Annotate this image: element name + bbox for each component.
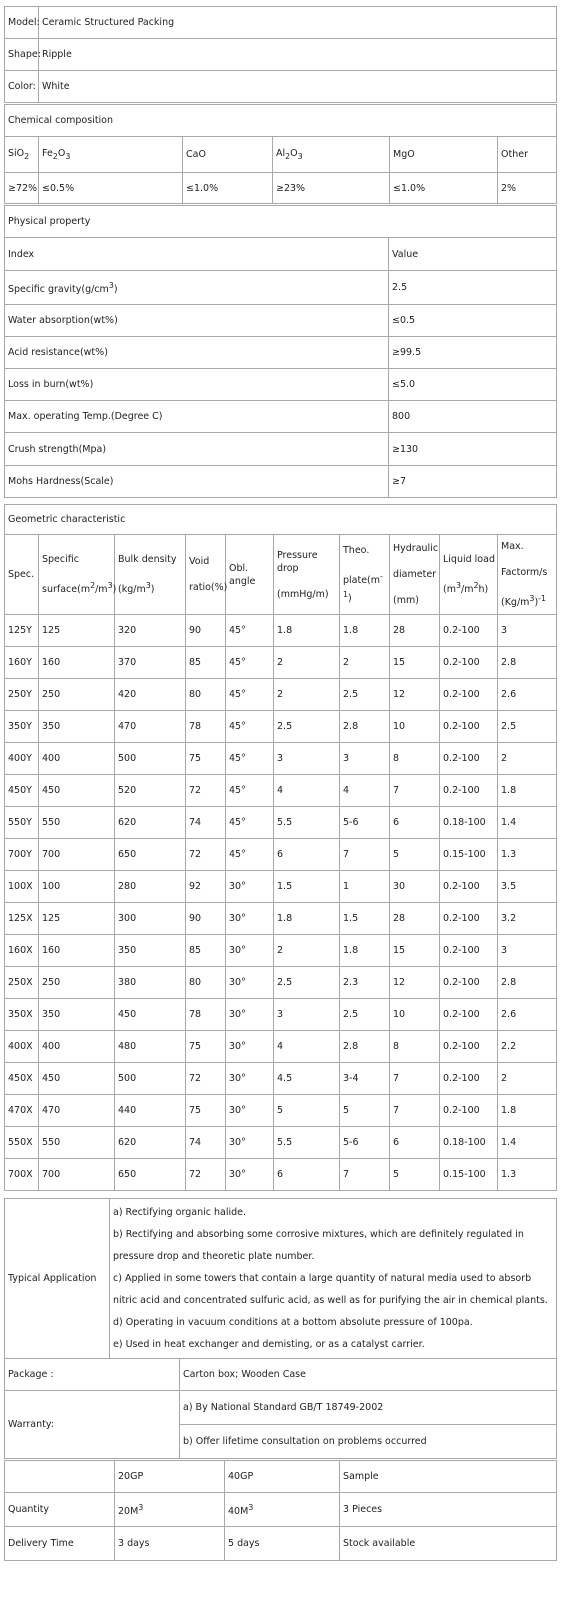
- table-cell: 30: [390, 871, 440, 903]
- table-cell: 8: [390, 1031, 440, 1063]
- table-cell: 350: [39, 711, 115, 743]
- table-cell: 72: [186, 839, 226, 871]
- table-cell: 0.2-100: [440, 999, 498, 1031]
- geometric-title: Geometric characteristic: [5, 505, 557, 535]
- table-cell: 3: [340, 743, 390, 775]
- table-cell: 5: [390, 839, 440, 871]
- table-cell: 100: [39, 871, 115, 903]
- geometric-table: [4, 504, 557, 1191]
- table-cell: 45°: [226, 775, 274, 807]
- table-row: [5, 337, 557, 369]
- table-row: [5, 1159, 557, 1191]
- table-cell: 250X: [5, 967, 39, 999]
- shipping-header: 40GP: [225, 1461, 340, 1493]
- table-cell: 450: [39, 775, 115, 807]
- table-row: [5, 871, 557, 903]
- table-row: [5, 305, 557, 337]
- table-cell: 4: [274, 775, 340, 807]
- table-cell: 370: [115, 647, 186, 679]
- column-header: Hydraulic diameter (mm): [390, 535, 440, 615]
- table-cell: 2: [498, 743, 557, 775]
- table-cell: 6: [274, 839, 340, 871]
- chemical-value: ≤1.0%: [390, 173, 498, 204]
- table-cell: 5.5: [274, 1127, 340, 1159]
- table-row: [5, 1127, 557, 1159]
- table-cell: 350: [115, 935, 186, 967]
- application-table: [4, 1198, 557, 1459]
- table-cell: 400Y: [5, 743, 39, 775]
- table-cell: 7: [390, 1063, 440, 1095]
- table-cell: 0.2-100: [440, 903, 498, 935]
- delivery-label: Delivery Time: [5, 1527, 115, 1561]
- color-label: Color:: [5, 71, 39, 103]
- list-item: d) Operating in vacuum conditions at a bottom absolute pressure of 100pa.: [113, 1316, 473, 1328]
- quantity-value: $20M^3$: [115, 1493, 225, 1527]
- chemical-header: MgO: [390, 137, 498, 173]
- table-cell: 75: [186, 1031, 226, 1063]
- table-cell: 78: [186, 999, 226, 1031]
- delivery-value: 5 days: [225, 1527, 340, 1561]
- shipping-table: [4, 1460, 557, 1561]
- column-header: Void ratio(%): [186, 535, 226, 615]
- table-cell: 30°: [226, 999, 274, 1031]
- column-header: Bulk density $(kg/m^3)$: [115, 535, 186, 615]
- table-cell: 1.4: [498, 807, 557, 839]
- table-cell: 30°: [226, 1159, 274, 1191]
- chemical-header: $Fe_2O_3$: [39, 137, 183, 173]
- application-list: [110, 1199, 557, 1359]
- column-header: Liquid load $(m^3/m^2h)$: [440, 535, 498, 615]
- quantity-value: $40M^3$: [225, 1493, 340, 1527]
- table-cell: 80: [186, 967, 226, 999]
- chemical-header: $Al_2O_3$: [273, 137, 390, 173]
- table-cell: 45°: [226, 711, 274, 743]
- table-cell: 700X: [5, 1159, 39, 1191]
- warranty-line: a) By National Standard GB/T 18749-2002: [180, 1391, 557, 1425]
- table-row: [5, 433, 557, 466]
- column-header: Theo. $plate(m^{-1})$: [340, 535, 390, 615]
- list-item: b) Rectifying and absorbing some corrosive mixtures, which are definitely regulated in pressure drop and theoretic plate number.: [113, 1228, 524, 1262]
- table-cell: 8: [390, 743, 440, 775]
- table-cell: 3.5: [498, 871, 557, 903]
- table-row: [5, 743, 557, 775]
- table-cell: 6: [390, 1127, 440, 1159]
- physical-table: [4, 205, 557, 498]
- property-value: ≥130: [389, 433, 557, 466]
- property-name: Mohs Hardness(Scale): [5, 466, 389, 498]
- table-cell: 160: [39, 647, 115, 679]
- table-cell: 1.3: [498, 1159, 557, 1191]
- property-value: ≤0.5: [389, 305, 557, 337]
- table-row: [5, 711, 557, 743]
- table-cell: 74: [186, 807, 226, 839]
- table-cell: 550Y: [5, 807, 39, 839]
- geometric-header-row: [5, 535, 557, 615]
- physical-title: Physical property: [5, 206, 557, 238]
- table-cell: 3: [274, 999, 340, 1031]
- index-header: Index: [5, 238, 389, 271]
- table-cell: 1.5: [274, 871, 340, 903]
- table-cell: 15: [390, 647, 440, 679]
- table-cell: 450Y: [5, 775, 39, 807]
- table-cell: 7: [390, 1095, 440, 1127]
- table-cell: 0.2-100: [440, 967, 498, 999]
- table-cell: 72: [186, 775, 226, 807]
- table-cell: 2.8: [498, 647, 557, 679]
- table-cell: 78: [186, 711, 226, 743]
- chemical-value-row: [5, 173, 557, 204]
- table-row: [5, 647, 557, 679]
- table-row: [5, 935, 557, 967]
- table-cell: 7: [340, 1159, 390, 1191]
- table-cell: 6: [274, 1159, 340, 1191]
- table-cell: 30°: [226, 1095, 274, 1127]
- column-header: Pressure drop (mmHg/m): [274, 535, 340, 615]
- table-cell: 300: [115, 903, 186, 935]
- warranty-line: b) Offer lifetime consultation on problems occurred: [180, 1425, 557, 1459]
- table-cell: 3: [498, 935, 557, 967]
- table-cell: 5-6: [340, 807, 390, 839]
- shape-value: Ripple: [39, 39, 557, 71]
- table-cell: 30°: [226, 871, 274, 903]
- property-name: Specific $gravity(g/cm^3)$: [5, 271, 389, 305]
- spec-table: [4, 6, 557, 103]
- table-cell: 72: [186, 1159, 226, 1191]
- shipping-header-blank: [5, 1461, 115, 1493]
- warranty-label: Warranty:: [5, 1391, 180, 1459]
- table-cell: 2: [274, 679, 340, 711]
- table-cell: 1.8: [340, 615, 390, 647]
- color-value: White: [39, 71, 557, 103]
- quantity-value: 3 Pieces: [340, 1493, 557, 1527]
- shipping-header: 20GP: [115, 1461, 225, 1493]
- column-header: Spec.: [5, 535, 39, 615]
- table-cell: 400: [39, 743, 115, 775]
- table-cell: 90: [186, 903, 226, 935]
- table-cell: 2.5: [340, 679, 390, 711]
- chemical-value: ≥23%: [273, 173, 390, 204]
- table-cell: 45°: [226, 679, 274, 711]
- table-cell: 6: [390, 807, 440, 839]
- table-cell: 75: [186, 743, 226, 775]
- table-cell: 2: [498, 1063, 557, 1095]
- property-name: Water absorption(wt%): [5, 305, 389, 337]
- table-cell: 30°: [226, 935, 274, 967]
- table-row: [5, 271, 557, 305]
- table-row: [5, 615, 557, 647]
- table-cell: 28: [390, 903, 440, 935]
- table-cell: 2.8: [498, 967, 557, 999]
- table-cell: 700: [39, 1159, 115, 1191]
- table-cell: 520: [115, 775, 186, 807]
- table-cell: 2.6: [498, 679, 557, 711]
- chemical-value: ≥72%: [5, 173, 39, 204]
- chemical-title: Chemical composition: [5, 105, 557, 137]
- table-cell: 1.8: [340, 935, 390, 967]
- table-cell: 3: [274, 743, 340, 775]
- table-cell: 500: [115, 743, 186, 775]
- chemical-header-row: [5, 137, 557, 173]
- table-cell: 650: [115, 1159, 186, 1191]
- table-cell: 5-6: [340, 1127, 390, 1159]
- table-cell: 320: [115, 615, 186, 647]
- table-cell: 12: [390, 967, 440, 999]
- table-cell: 7: [340, 839, 390, 871]
- table-cell: 400: [39, 1031, 115, 1063]
- column-header: Obl. angle: [226, 535, 274, 615]
- table-cell: 1: [340, 871, 390, 903]
- table-cell: 12: [390, 679, 440, 711]
- table-cell: 470: [39, 1095, 115, 1127]
- table-row: [5, 401, 557, 433]
- table-cell: 3: [498, 615, 557, 647]
- chemical-header: CaO: [183, 137, 273, 173]
- model-value: Ceramic Structured Packing: [39, 7, 557, 39]
- table-cell: 0.2-100: [440, 647, 498, 679]
- table-cell: 2: [274, 647, 340, 679]
- table-cell: 3.2: [498, 903, 557, 935]
- table-cell: 550: [39, 807, 115, 839]
- table-cell: 30°: [226, 903, 274, 935]
- table-cell: 45°: [226, 647, 274, 679]
- table-cell: 4: [274, 1031, 340, 1063]
- table-cell: 2: [274, 935, 340, 967]
- table-cell: 450X: [5, 1063, 39, 1095]
- table-cell: 30°: [226, 967, 274, 999]
- table-cell: 650: [115, 839, 186, 871]
- table-cell: 480: [115, 1031, 186, 1063]
- table-cell: 2.8: [340, 1031, 390, 1063]
- table-cell: 0.15-100: [440, 839, 498, 871]
- chemical-table: [4, 104, 557, 204]
- table-cell: 10: [390, 999, 440, 1031]
- table-cell: 0.2-100: [440, 1095, 498, 1127]
- table-cell: 440: [115, 1095, 186, 1127]
- table-cell: 80: [186, 679, 226, 711]
- table-row: [5, 1063, 557, 1095]
- property-name: Loss in burn(wt%): [5, 369, 389, 401]
- quantity-label: Quantity: [5, 1493, 115, 1527]
- property-value: 2.5: [389, 271, 557, 305]
- table-cell: 0.18-100: [440, 1127, 498, 1159]
- table-cell: 0.2-100: [440, 935, 498, 967]
- table-cell: 400X: [5, 1031, 39, 1063]
- table-cell: 0.2-100: [440, 775, 498, 807]
- package-value: Carton box; Wooden Case: [180, 1359, 557, 1391]
- list-item: a) Rectifying organic halide.: [113, 1206, 246, 1218]
- chemical-header: SiO$_2$: [5, 137, 39, 173]
- table-cell: 160Y: [5, 647, 39, 679]
- table-cell: 2.2: [498, 1031, 557, 1063]
- table-cell: 92: [186, 871, 226, 903]
- model-label: Model:: [5, 7, 39, 39]
- delivery-value: 3 days: [115, 1527, 225, 1561]
- chemical-value: ≤1.0%: [183, 173, 273, 204]
- table-cell: 4: [340, 775, 390, 807]
- table-cell: 3-4: [340, 1063, 390, 1095]
- property-value: ≤5.0: [389, 369, 557, 401]
- table-cell: 72: [186, 1063, 226, 1095]
- column-header: Max. Factorm/s $(Kg/m^3)^{-1}$: [498, 535, 557, 615]
- table-cell: 125: [39, 615, 115, 647]
- delivery-value: Stock available: [340, 1527, 557, 1561]
- table-cell: 30°: [226, 1063, 274, 1095]
- table-cell: 85: [186, 647, 226, 679]
- table-row: [5, 999, 557, 1031]
- table-cell: 125Y: [5, 615, 39, 647]
- table-cell: 0.2-100: [440, 743, 498, 775]
- table-row: [5, 807, 557, 839]
- table-cell: 1.3: [498, 839, 557, 871]
- table-cell: 160X: [5, 935, 39, 967]
- table-cell: 450: [39, 1063, 115, 1095]
- table-cell: 90: [186, 615, 226, 647]
- property-value: 800: [389, 401, 557, 433]
- table-cell: 45°: [226, 839, 274, 871]
- table-cell: 5: [390, 1159, 440, 1191]
- table-cell: 100X: [5, 871, 39, 903]
- table-cell: 2.5: [274, 711, 340, 743]
- table-cell: 0.2-100: [440, 711, 498, 743]
- table-cell: 0.2-100: [440, 1031, 498, 1063]
- table-cell: 2.3: [340, 967, 390, 999]
- table-cell: 160: [39, 935, 115, 967]
- table-cell: 5: [340, 1095, 390, 1127]
- property-value: ≥99.5: [389, 337, 557, 369]
- table-cell: 350Y: [5, 711, 39, 743]
- property-name: Max. operating Temp.(Degree C): [5, 401, 389, 433]
- table-cell: 500: [115, 1063, 186, 1095]
- table-row: [5, 679, 557, 711]
- table-cell: 2.5: [274, 967, 340, 999]
- table-cell: 250Y: [5, 679, 39, 711]
- table-cell: 700: [39, 839, 115, 871]
- table-cell: 470: [115, 711, 186, 743]
- table-cell: 620: [115, 1127, 186, 1159]
- table-cell: 450: [115, 999, 186, 1031]
- table-cell: 125: [39, 903, 115, 935]
- table-cell: 30°: [226, 1127, 274, 1159]
- table-cell: 250: [39, 967, 115, 999]
- shape-label: Shape:: [5, 39, 39, 71]
- table-cell: 350X: [5, 999, 39, 1031]
- table-cell: 7: [390, 775, 440, 807]
- table-cell: 2.5: [340, 999, 390, 1031]
- table-cell: 0.2-100: [440, 615, 498, 647]
- table-row: [5, 775, 557, 807]
- table-cell: 250: [39, 679, 115, 711]
- table-row: [5, 369, 557, 401]
- table-row: [5, 839, 557, 871]
- table-cell: 1.8: [498, 1095, 557, 1127]
- table-cell: 75: [186, 1095, 226, 1127]
- table-row: [5, 1031, 557, 1063]
- table-cell: 2: [340, 647, 390, 679]
- table-cell: 5.5: [274, 807, 340, 839]
- table-cell: 1.8: [498, 775, 557, 807]
- table-cell: 45°: [226, 807, 274, 839]
- table-cell: 550: [39, 1127, 115, 1159]
- table-cell: 0.18-100: [440, 807, 498, 839]
- table-cell: 350: [39, 999, 115, 1031]
- application-label: Typical Application: [5, 1199, 110, 1359]
- table-row: [5, 466, 557, 498]
- table-cell: 1.4: [498, 1127, 557, 1159]
- table-cell: 380: [115, 967, 186, 999]
- table-cell: 280: [115, 871, 186, 903]
- column-header: Specific $surface(m^2/m^3)$: [39, 535, 115, 615]
- table-cell: 470X: [5, 1095, 39, 1127]
- table-cell: 45°: [226, 743, 274, 775]
- table-cell: 620: [115, 807, 186, 839]
- table-cell: 1.8: [274, 903, 340, 935]
- table-cell: 1.8: [274, 615, 340, 647]
- table-cell: 1.5: [340, 903, 390, 935]
- chemical-header: Other: [498, 137, 557, 173]
- table-cell: 420: [115, 679, 186, 711]
- table-cell: 30°: [226, 1031, 274, 1063]
- table-row: [5, 967, 557, 999]
- chemical-value: ≤0.5%: [39, 173, 183, 204]
- table-cell: 5: [274, 1095, 340, 1127]
- table-cell: 0.15-100: [440, 1159, 498, 1191]
- top-edge: [0, 0, 572, 3]
- table-cell: 550X: [5, 1127, 39, 1159]
- table-cell: 45°: [226, 615, 274, 647]
- table-row: [5, 903, 557, 935]
- table-cell: 10: [390, 711, 440, 743]
- table-cell: 28: [390, 615, 440, 647]
- geometric-body: [5, 615, 557, 1191]
- property-name: Acid resistance(wt%): [5, 337, 389, 369]
- table-cell: 0.2-100: [440, 1063, 498, 1095]
- table-cell: 74: [186, 1127, 226, 1159]
- property-value: ≥7: [389, 466, 557, 498]
- chemical-value: 2%: [498, 173, 557, 204]
- list-item: c) Applied in some towers that contain a large quantity of natural media used to absorb nitric acid and concentrated sulfuric acid, as well as for purifying the air in chemical plants.: [113, 1272, 548, 1306]
- table-row: [5, 1095, 557, 1127]
- shipping-header: Sample: [340, 1461, 557, 1493]
- table-cell: 0.2-100: [440, 679, 498, 711]
- value-header: Value: [389, 238, 557, 271]
- table-cell: 125X: [5, 903, 39, 935]
- table-cell: 2.8: [340, 711, 390, 743]
- table-cell: 2.5: [498, 711, 557, 743]
- table-cell: 15: [390, 935, 440, 967]
- property-name: Crush strength(Mpa): [5, 433, 389, 466]
- table-cell: 700Y: [5, 839, 39, 871]
- package-label: Package :: [5, 1359, 180, 1391]
- table-cell: 85: [186, 935, 226, 967]
- list-item: e) Used in heat exchanger and demisting, or as a catalyst carrier.: [113, 1338, 425, 1350]
- table-cell: 2.6: [498, 999, 557, 1031]
- table-cell: 0.2-100: [440, 871, 498, 903]
- table-cell: 4.5: [274, 1063, 340, 1095]
